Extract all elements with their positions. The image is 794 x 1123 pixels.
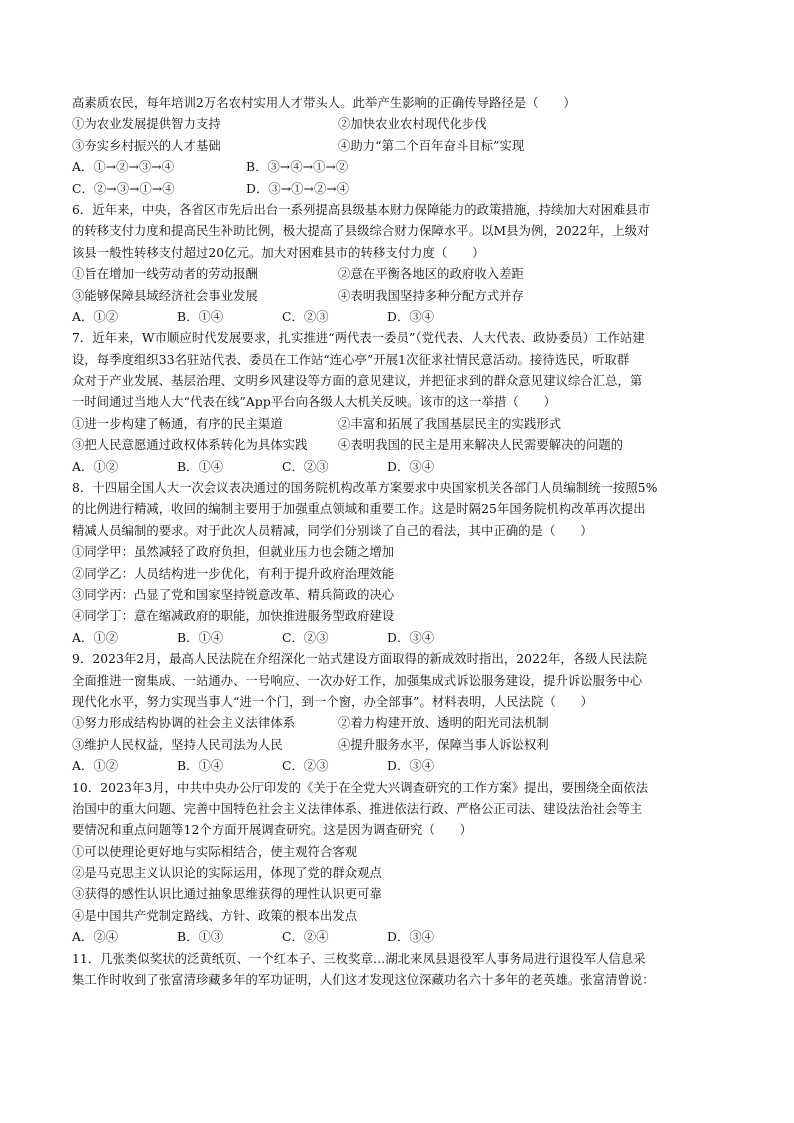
question-stem-line: 8．十四届全国人大一次会议表决通过的国务院机构改革方案要求中央国家机关各部门人员编制统一按照5% xyxy=(72,481,658,496)
option-row xyxy=(72,307,732,328)
option-b[interactable]: B．③→④→①→② xyxy=(246,160,349,175)
question-6 xyxy=(72,200,732,328)
statement-row xyxy=(72,414,732,435)
question-9 xyxy=(72,649,732,777)
question-stem-line: 众对于产业发展、基层治理、文明乡风建设等方面的意见建议，并把征求到的群众意见建议综合汇总，第 xyxy=(72,374,643,389)
statement: ③能够保障县域经济社会事业发展 xyxy=(72,288,258,303)
statement: ④助力“第二个百年奋斗目标”实现 xyxy=(338,138,525,153)
question-stem-line: 高素质农民，每年培训2万名农村实用人才带头人。此举产生影响的正确传导路径是（ ） xyxy=(72,96,576,110)
statement: ④是中国共产党制定路线、方针、政策的根本出发点 xyxy=(72,908,358,923)
question-stem-line: 现代化水平，努力实现当事人“进一个门，到一个窗，办全部事”。材料表明，人民法院（ ） xyxy=(72,694,594,709)
statement: ③维护人民权益，坚持人民司法为人民 xyxy=(72,737,283,752)
option-a[interactable]: A．①② xyxy=(72,759,119,774)
option-d[interactable]: D．③④ xyxy=(387,309,435,324)
option-d[interactable]: D．③④ xyxy=(387,930,435,945)
option-row xyxy=(72,457,732,478)
question-stem-line: 6．近年来，中央，各省区市先后出台一系列提高县级基本财力保障能力的政策措施，持续加大对困难县市 xyxy=(72,202,651,217)
exam-page xyxy=(72,93,732,991)
statement: ②加快农业农村现代化步伐 xyxy=(338,117,487,132)
option-c[interactable]: C．②③ xyxy=(282,759,329,774)
statement: ①旨在增加一线劳动者的劳动报酬 xyxy=(72,267,258,282)
option-a[interactable]: A．①② xyxy=(72,630,119,645)
statement: ④表明我国坚持多种分配方式并存 xyxy=(338,288,524,303)
option-b[interactable]: B．①③ xyxy=(177,930,224,945)
statement: ①努力形成结构协调的社会主义法律体系 xyxy=(72,716,296,731)
question-stem-line: 精减人员编制的要求。对于此次人员精减，同学们分别谈了自己的看法，其中正确的是（ ） xyxy=(72,523,593,538)
statement: ④表明我国的民主是用来解决人民需要解决的问题的 xyxy=(338,438,624,453)
question-stem-line: 的转移支付力度和提高民生补助比例，极大提高了县级综合财力保障水平。以M县为例，2022年，上级对 xyxy=(72,224,650,239)
statement-row xyxy=(72,264,732,285)
option-c[interactable]: C．②→③→①→④ xyxy=(72,181,175,196)
option-a[interactable]: A．②④ xyxy=(72,930,119,945)
statement: ③夯实乡村振兴的人才基础 xyxy=(72,138,221,153)
statement-row xyxy=(72,136,732,157)
statement-row xyxy=(72,735,732,756)
option-row xyxy=(72,628,732,649)
question-stem-line: 要情况和重点问题等12个方面开展调查研究。这是因为调查研究（ ） xyxy=(72,823,473,838)
question-stem-line: 的比例进行精减，收回的编制主要用于加强重点领域和重要工作。这是时隔25年国务院机构改革再次提出 xyxy=(72,502,646,517)
option-b[interactable]: B．①④ xyxy=(177,759,224,774)
option-d[interactable]: D．③→①→②→④ xyxy=(246,181,350,196)
question-stem-line: 10．2023年3月，中共中央办公厅印发的《关于在全党大兴调查研究的工作方案》提出，要围绕全面依法 xyxy=(72,780,649,795)
statement: ①可以使理论更好地与实际相结合，使主观符合客观 xyxy=(72,844,358,859)
question-stem-line: 7．近年来，W市顺应时代发展要求，扎实推进“两代表一委员”（党代表、人大代表、政协委员）工作站建 xyxy=(72,331,645,346)
question-stem-line: 该县一般性转移支付超过20亿元。加大对困难县市的转移支付力度（ ） xyxy=(72,245,485,260)
option-d[interactable]: D．③④ xyxy=(387,759,435,774)
statement: ④同学丁：意在缩减政府的职能，加快推进服务型政府建设 xyxy=(72,609,395,624)
statement: ②同学乙：人员结构进一步优化，有利于提升政府治理效能 xyxy=(72,566,395,581)
question-8 xyxy=(72,478,732,649)
question-7 xyxy=(72,328,732,478)
question-stem-line: 一时间通过当地人大“代表在线”App平台向各级人大机关反映。该市的这一举措（ ） xyxy=(72,395,556,410)
question-stem-line: 11．几张类似奖状的泛黄纸页、一个红本子、三枚奖章…湖北来凤县退役军人事务局进行退役军人信息采 xyxy=(72,951,646,966)
statement-row xyxy=(72,286,732,307)
option-row xyxy=(72,756,732,777)
option-c[interactable]: C．②③ xyxy=(282,309,329,324)
question-stem-line: 设，每季度组织33名驻站代表、委员在工作站“连心亭”开展1次征求社情民意活动。接待选民，听取群 xyxy=(72,352,630,367)
statement: ①进一步构建了畅通，有序的民主渠道 xyxy=(72,416,283,431)
statement-row xyxy=(72,114,732,135)
option-row xyxy=(72,179,732,200)
option-a[interactable]: A．①→②→③→④ xyxy=(72,160,175,175)
statement: ②着力构建开放、透明的阳光司法机制 xyxy=(338,716,549,731)
question-11 xyxy=(72,949,732,992)
option-d[interactable]: D．③④ xyxy=(387,459,435,474)
question-stem-line: 9．2023年2月，最高人民法院在介绍深化一站式建设方面取得的新成效时指出，2022年，各级人民法院 xyxy=(72,652,648,667)
statement-row xyxy=(72,713,732,734)
statement: ③同学丙：凸显了党和国家坚持锐意改革、精兵简政的决心 xyxy=(72,587,395,602)
question-stem-line: 治国中的重大问题、完善中国特色社会主义法律体系、推进依法行政、严格公正司法、建设法治社会等主 xyxy=(72,801,643,816)
question-10 xyxy=(72,778,732,949)
statement: ③把人民意愿通过政权体系转化为具体实践 xyxy=(72,438,308,453)
option-b[interactable]: B．①④ xyxy=(177,630,224,645)
option-c[interactable]: C．②③ xyxy=(282,630,329,645)
option-row xyxy=(72,157,732,178)
statement-row xyxy=(72,435,732,456)
option-row xyxy=(72,927,732,948)
statement: ②意在平衡各地区的政府收入差距 xyxy=(338,267,524,282)
option-b[interactable]: B．①④ xyxy=(177,309,224,324)
statement: ②是马克思主义认识论的实际运用，体现了党的群众观点 xyxy=(72,866,382,881)
question-stem-line: 集工作时收到了张富清珍藏多年的军功证明，人们这才发现这位深藏功名六十多年的老英雄。张富清曾说： xyxy=(72,973,655,988)
question-stem-line: 全面推进一窗集成、一站通办、一号响应、一次办好工作，加强集成式诉讼服务建设，提升诉讼服务中心 xyxy=(72,673,643,688)
option-d[interactable]: D．③④ xyxy=(387,630,435,645)
statement: ③获得的感性认识比通过抽象思维获得的理性认识更可靠 xyxy=(72,887,382,902)
option-b[interactable]: B．①④ xyxy=(177,459,224,474)
statement: ①同学甲：虽然减轻了政府负担，但就业压力也会随之增加 xyxy=(72,545,395,560)
question-5 xyxy=(72,93,732,200)
statement: ①为农业发展提供智力支持 xyxy=(72,117,221,132)
option-c[interactable]: C．②③ xyxy=(282,459,329,474)
option-c[interactable]: C．②④ xyxy=(282,930,329,945)
statement: ④提升服务水平，保障当事人诉讼权利 xyxy=(338,737,549,752)
option-a[interactable]: A．①② xyxy=(72,309,119,324)
statement: ②丰富和拓展了我国基层民主的实践形式 xyxy=(338,416,562,431)
option-a[interactable]: A．①② xyxy=(72,459,119,474)
